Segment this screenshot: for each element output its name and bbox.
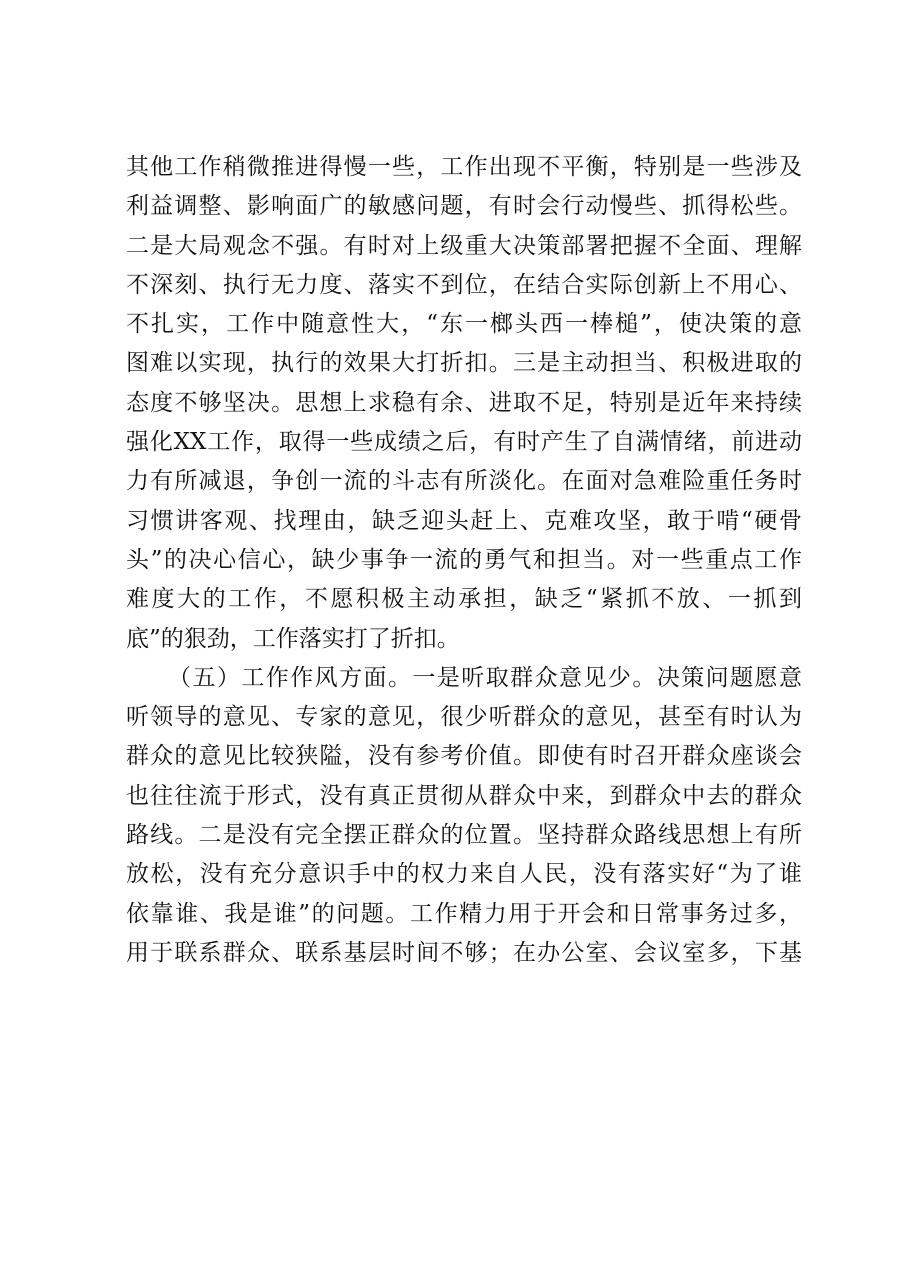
text-line: 态度不够坚决。思想上求稳有余、进取不足，特别是近年来持续 <box>126 389 802 416</box>
text-line: 也往往流于形式，没有真正贯彻从群众中来，到群众中去的群众 <box>126 782 802 809</box>
text-line: 用于联系群众、联系基层时间不够；在办公室、会议室多，下基 <box>126 939 802 966</box>
paragraph-end-line: 底”的狠劲，工作落实打了折扣。 <box>126 625 460 652</box>
text-line: 头”的决心信心，缺少事争一流的勇气和担当。对一些重点工作 <box>126 546 802 573</box>
text-line: 听领导的意见、专家的意见，很少听群众的意见，甚至有时认为 <box>126 704 802 731</box>
text-line: 不扎实，工作中随意性大，“东一榔头西一棒槌”，使决策的意 <box>126 311 802 338</box>
text-line: 利益调整、影响面广的敏感问题，有时会行动慢些、抓得松些。 <box>126 193 802 220</box>
text-line: 二是大局观念不强。有时对上级重大决策部署把握不全面、理解 <box>126 232 802 259</box>
text-line: 强化XX工作，取得一些成绩之后，有时产生了自满情绪，前进动 <box>126 429 802 456</box>
text-line: 不深刻、执行无力度、落实不到位，在结合实际创新上不用心、 <box>126 271 802 298</box>
text-line: 其他工作稍微推进得慢一些，工作出现不平衡，特别是一些涉及 <box>126 154 802 180</box>
text-line: 路线。二是没有完全摆正群众的位置。坚持群众路线思想上有所 <box>126 822 802 849</box>
text-line: 群众的意见比较狭隘，没有参考价值。即使有时召开群众座谈会 <box>126 743 802 770</box>
section-heading-line: （五）工作作风方面。一是听取群众意见少。决策问题愿意 <box>168 664 802 691</box>
text-line: 习惯讲客观、找理由，缺乏迎头赶上、克难攻坚，敢于啃“硬骨 <box>126 507 802 534</box>
document-body <box>126 148 802 973</box>
text-line: 力有所减退，争创一流的斗志有所淡化。在面对急难险重任务时 <box>126 468 802 495</box>
text-line: 放松，没有充分意识手中的权力来自人民，没有落实好“为了谁 <box>126 861 802 888</box>
text-line: 依靠谁、我是谁”的问题。工作精力用于开会和日常事务过多， <box>126 900 802 927</box>
text-line: 难度大的工作，不愿积极主动承担，缺乏“紧抓不放、一抓到 <box>126 586 802 613</box>
text-line: 图难以实现，执行的效果大打折扣。三是主动担当、积极进取的 <box>126 350 802 377</box>
